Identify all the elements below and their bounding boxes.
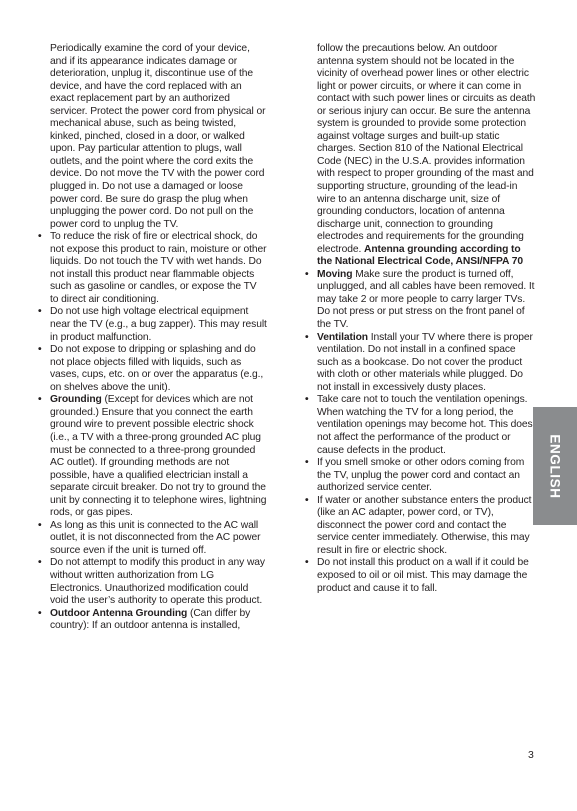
list-item: • Take care not to touch the ventilation openings. When watching the TV for a long period, the ventilation openings may become hot. This does not affect the performance of the product or cause defects in the product. bbox=[304, 394, 536, 457]
page-number: 3 bbox=[528, 749, 534, 761]
list-item: • Moving Make sure the product is turned off, unplugged, and all cables have been removed. It may take 2 or more people to carry larger TVs. Do not press or put stress on the front panel of the TV. bbox=[304, 269, 536, 332]
left-column bbox=[37, 43, 267, 633]
language-tab-label: ENGLISH bbox=[547, 433, 563, 499]
right-bullet-list bbox=[304, 269, 536, 595]
list-item: • Outdoor Antenna Grounding (Can differ by country): If an outdoor antenna is installed, bbox=[37, 608, 267, 633]
continuation-paragraph: follow the precautions below. An outdoor antenna system should not be located in the vicinity of overhead power lines or other electric light or power circuits, or where it can come in contact with such power lines or circuits as death or serious injury can occur. Be sure the antenna system is grounded to provide some protection against voltage surges and built-up static charges. Section 810 of the National Electrical Code (NEC) in the U.S.A. provides information with respect to proper grounding of the mast and supporting structure, grounding of the lead-in wire to an antenna discharge unit, size of grounding conductors, location of antenna discharge unit, connection to grounding electrodes and requirements for the grounding electrode. Antenna grounding according to the National Electrical Code, ANSI/NFPA 70 bbox=[317, 43, 536, 268]
moving-heading: Moving bbox=[317, 268, 353, 280]
intro-paragraph: Periodically examine the cord of your device, and if its appearance indicates damage or deterioration, unplug it, discontinue use of the device, and have the cord replaced with an exact replacement part by an authorized servicer. Protect the power cord from physical or mechanical abuse, such as being twisted, kinked, pinched, closed in a door, or walked upon. Pay particular attention to plugs, wall outlets, and the point where the cord exits the device. Do not move the TV with the power cord plugged in. Do not use a damaged or loose power cord. Be sure do grasp the plug when unplugging the power cord. Do not pull on the power cord to unplug the TV. bbox=[50, 43, 266, 230]
right-column bbox=[304, 43, 536, 595]
list-item: • Grounding (Except for devices which are not grounded.) Ensure that you connect the earth ground wire to prevent possible electric shock (i.e., a TV with a three-prong grounded AC plug must be connected to a three-prong grounded AC outlet). If grounding methods are not possible, have a qualified electrician install a separate circuit breaker. Do not try to ground the unit by connecting it to telephone wires, lightning rods, or gas pipes. bbox=[37, 394, 267, 519]
ventilation-heading: Ventilation bbox=[317, 331, 368, 343]
list-item: • Do not install this product on a wall if it could be exposed to oil or oil mist. This may damage the product and cause it to fall. bbox=[304, 557, 536, 595]
antenna-grounding-reference: Antenna grounding according to the National Electrical Code, ANSI/NFPA 70 bbox=[317, 243, 523, 268]
left-bullet-list bbox=[37, 231, 267, 633]
list-item: • Do not expose to dripping or splashing and do not place objects filled with liquids, such as vases, cups, etc. on or over the apparatus (e.g., on shelves above the unit). bbox=[37, 344, 267, 394]
grounding-heading: Grounding bbox=[50, 394, 102, 406]
list-item: • To reduce the risk of fire or electrical shock, do not expose this product to rain, moisture or other liquids. Do not touch the TV with wet hands. Do not install this product near flammable objects such as gasoline or candles, or expose the TV to direct air conditioning. bbox=[37, 231, 267, 306]
language-tab bbox=[533, 407, 577, 525]
list-item: • Do not use high voltage electrical equipment near the TV (e.g., a bug zapper). This may result in product malfunction. bbox=[37, 306, 267, 344]
list-item: • If you smell smoke or other odors coming from the TV, unplug the power cord and contact an authorized service center. bbox=[304, 457, 536, 495]
list-item: • As long as this unit is connected to the AC wall outlet, it is not disconnected from the AC power source even if the unit is turned off. bbox=[37, 520, 267, 558]
list-item: • Do not attempt to modify this product in any way without written authorization from LG Electronics. Unauthorized modification could void the user’s authority to operate this product. bbox=[37, 557, 267, 607]
list-item: • Ventilation Install your TV where there is proper ventilation. Do not install in a confined space such as a bookcase. Do not cover the product with cloth or other materials while plugged. Do not install in excessively dusty places. bbox=[304, 332, 536, 395]
list-item: • If water or another substance enters the product (like an AC adapter, power cord, or TV), disconnect the power cord and contact the service center immediately. Otherwise, this may result in fire or electric shock. bbox=[304, 495, 536, 558]
outdoor-antenna-heading: Outdoor Antenna Grounding bbox=[50, 607, 188, 619]
